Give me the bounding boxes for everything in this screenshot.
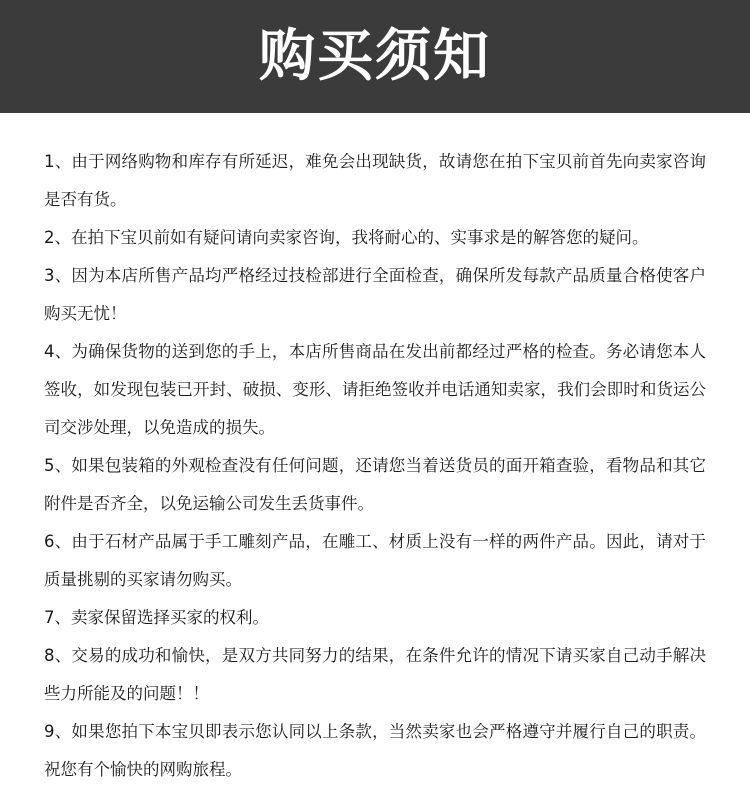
notice-item-7: 7、卖家保留选择买家的权利。 bbox=[44, 608, 269, 627]
notice-list bbox=[44, 143, 706, 789]
header-banner bbox=[0, 0, 750, 113]
notice-item-9: 9、如果您拍下本宝贝即表示您认同以上条款，当然卖家也会严格遵守并履行自己的职责。祝您有个愉快的网购旅程。 bbox=[44, 722, 706, 779]
notice-item-3: 3、因为本店所售产品均严格经过技检部进行全面检查，确保所发每款产品质量合格使客户购买无忧！ bbox=[44, 266, 706, 323]
notice-item-4: 4、为确保货物的送到您的手上，本店所售商品在发出前都经过严格的检查。务必请您本人签收，如发现包装已开封、破损、变形、请拒绝签收并电话通知卖家，我们会即时和货运公司交涉处理，以免造成的损失。 bbox=[44, 342, 706, 437]
notice-item-8: 8、交易的成功和愉快，是双方共同努力的结果，在条件允许的情况下请买家自己动手解决些力所能及的问题！！ bbox=[44, 646, 706, 703]
notice-item-5: 5、如果包装箱的外观检查没有任何问题，还请您当着送货员的面开箱查验，看物品和其它附件是否齐全，以免运输公司发生丢货事件。 bbox=[44, 456, 706, 513]
notice-item-1: 1、由于网络购物和库存有所延迟，难免会出现缺货，故请您在拍下宝贝前首先向卖家咨询是否有货。 bbox=[44, 152, 706, 209]
notice-item-2: 2、在拍下宝贝前如有疑问请向卖家咨询，我将耐心的、实事求是的解答您的疑问。 bbox=[44, 228, 649, 247]
notice-item-6: 6、由于石材产品属于手工雕刻产品，在雕工、材质上没有一样的两件产品。因此，请对于质量挑剔的买家请勿购买。 bbox=[44, 532, 706, 589]
page-title: 购买须知 bbox=[259, 23, 491, 89]
